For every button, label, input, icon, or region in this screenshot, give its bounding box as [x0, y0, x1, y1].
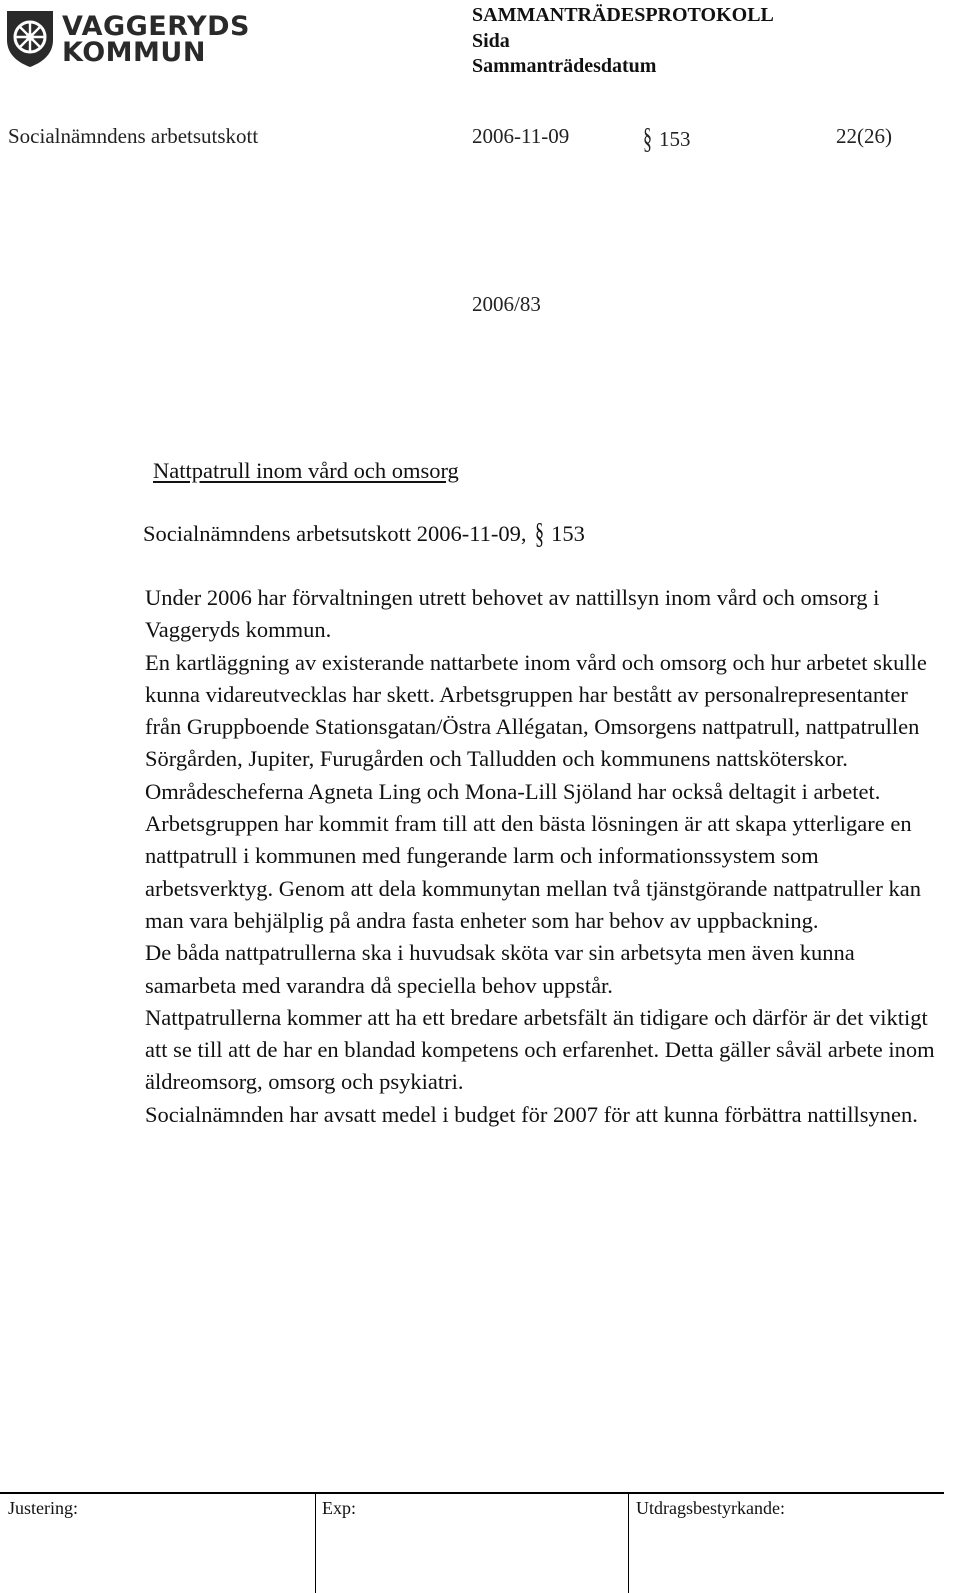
coat-of-arms-icon: [4, 8, 56, 68]
page-label: Sida: [472, 30, 510, 52]
body-paragraph-4: De båda nattpatrullerna ska i huvudsak sköta var sin arbetsyta men även kunna samarbeta med varandra då speciella behov uppstår.: [145, 940, 855, 998]
case-number: 2006/83: [472, 292, 541, 316]
logo-line-2: KOMMUN: [62, 37, 206, 68]
body-paragraph-3: Arbetsgruppen har kommit fram till att den bästa lösningen är att skapa ytterligare en nattpatrull i kommunen med fungerande larm och informationssystem som arbetsverktyg. Genom att dela kommunytan mellan två tjänstgörande nattpatruller kan man vara behjälplig på andra fasta enheter som har behov av uppbackning.: [145, 811, 922, 933]
committee-name: Socialnämndens arbetsutskott: [8, 124, 259, 148]
body-paragraph-1: Under 2006 har förvaltningen utrett behovet av nattillsyn inom vård och omsorg i Vaggeryds kommun.: [145, 585, 880, 643]
document-title-text: Nattpatrull inom vård och omsorg: [153, 458, 459, 483]
logo-text: [62, 11, 250, 68]
utdrag-label: Utdragsbestyrkande:: [636, 1498, 785, 1518]
document-body: [145, 582, 935, 1131]
footer-divider-1: [315, 1494, 316, 1593]
justering-label: Justering:: [8, 1498, 78, 1518]
page-number: 22(26): [836, 124, 892, 148]
reference-line: [143, 517, 585, 551]
footer-rule: [0, 1492, 944, 1494]
body-paragraph-6: Socialnämnden har avsatt medel i budget för 2007 för att kunna förbättra nattillsynen.: [145, 1101, 918, 1127]
signature-footer: [0, 1492, 944, 1593]
date-label: Sammanträdesdatum: [472, 55, 657, 77]
paragraph-number: 153: [659, 127, 691, 151]
document-title: [153, 458, 459, 484]
logo-line-1: VAGGERYDS: [62, 11, 250, 42]
municipality-logo: [4, 8, 250, 70]
reference-section-sign: §: [535, 517, 545, 550]
meeting-date: 2006-11-09: [472, 124, 570, 148]
body-paragraph-5: Nattpatrullerna kommer att ha ett bredare arbetsfält än tidigare och därför är det viktigt att se till att de har en blandad kompetens och erfarenhet. Detta gäller såväl arbete inom äldreomsorg, omsorg och psykiatri.: [145, 1004, 935, 1095]
reference-number: 153: [551, 521, 585, 546]
footer-divider-2: [628, 1494, 629, 1593]
section-sign: §: [643, 122, 652, 155]
body-paragraph-2: En kartläggning av existerande nattarbete inom vård och omsorg och hur arbetet skulle kunna vidareutvecklas har skett. Arbetsgruppen har bestått av personalrepresentanter från Gruppboende Stationsgatan/Östra Allégatan, Omsorgens nattpatrull, nattpatrullen Sörgården, Jupiter, Furugården och Talludden och kommunens nattsköterskor. Områdescheferna Agneta Ling och Mona-Lill Sjöland har också deltagit i arbetet.: [145, 649, 927, 804]
exp-label: Exp:: [322, 1498, 356, 1518]
reference-text: Socialnämndens arbetsutskott 2006-11-09,: [143, 521, 527, 546]
paragraph-ref: [640, 122, 691, 156]
protocol-title: SAMMANTRÄDESPROTOKOLL: [472, 4, 774, 26]
